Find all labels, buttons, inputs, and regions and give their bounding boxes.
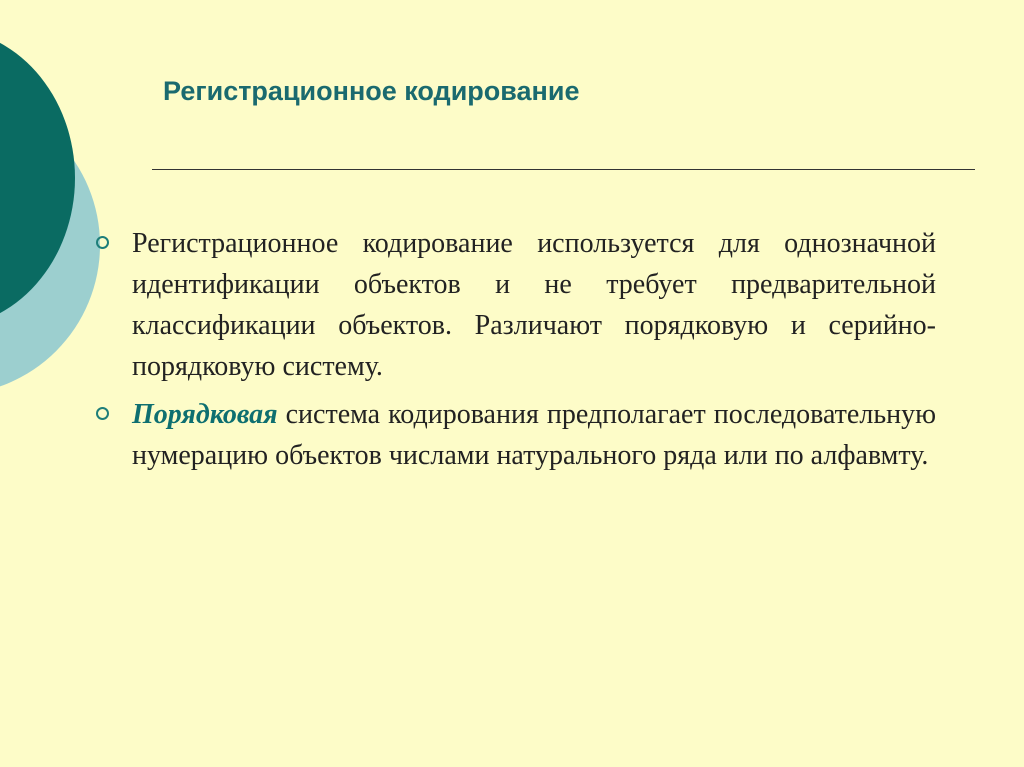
bullet-text: система кодирования предполагает последовательную нумерацию объектов числами натурального ряда или по алфавмту. <box>132 399 936 471</box>
bullet-emphasis-term: Порядковая <box>132 399 278 430</box>
slide-body <box>96 223 936 483</box>
slide-title: Регистрационное кодирование <box>163 76 580 106</box>
bullet-item-registration <box>96 223 936 387</box>
bullet-circle-icon <box>96 407 109 420</box>
bullet-circle-icon <box>96 236 109 249</box>
title-divider <box>152 169 975 170</box>
bullet-item-ordinal <box>96 394 936 476</box>
bullet-text: Регистрационное кодирование используется для однозначной идентификации объектов и не требует предварительной классификации объектов. Различают порядковую и серийно-порядковую систему. <box>132 228 936 382</box>
